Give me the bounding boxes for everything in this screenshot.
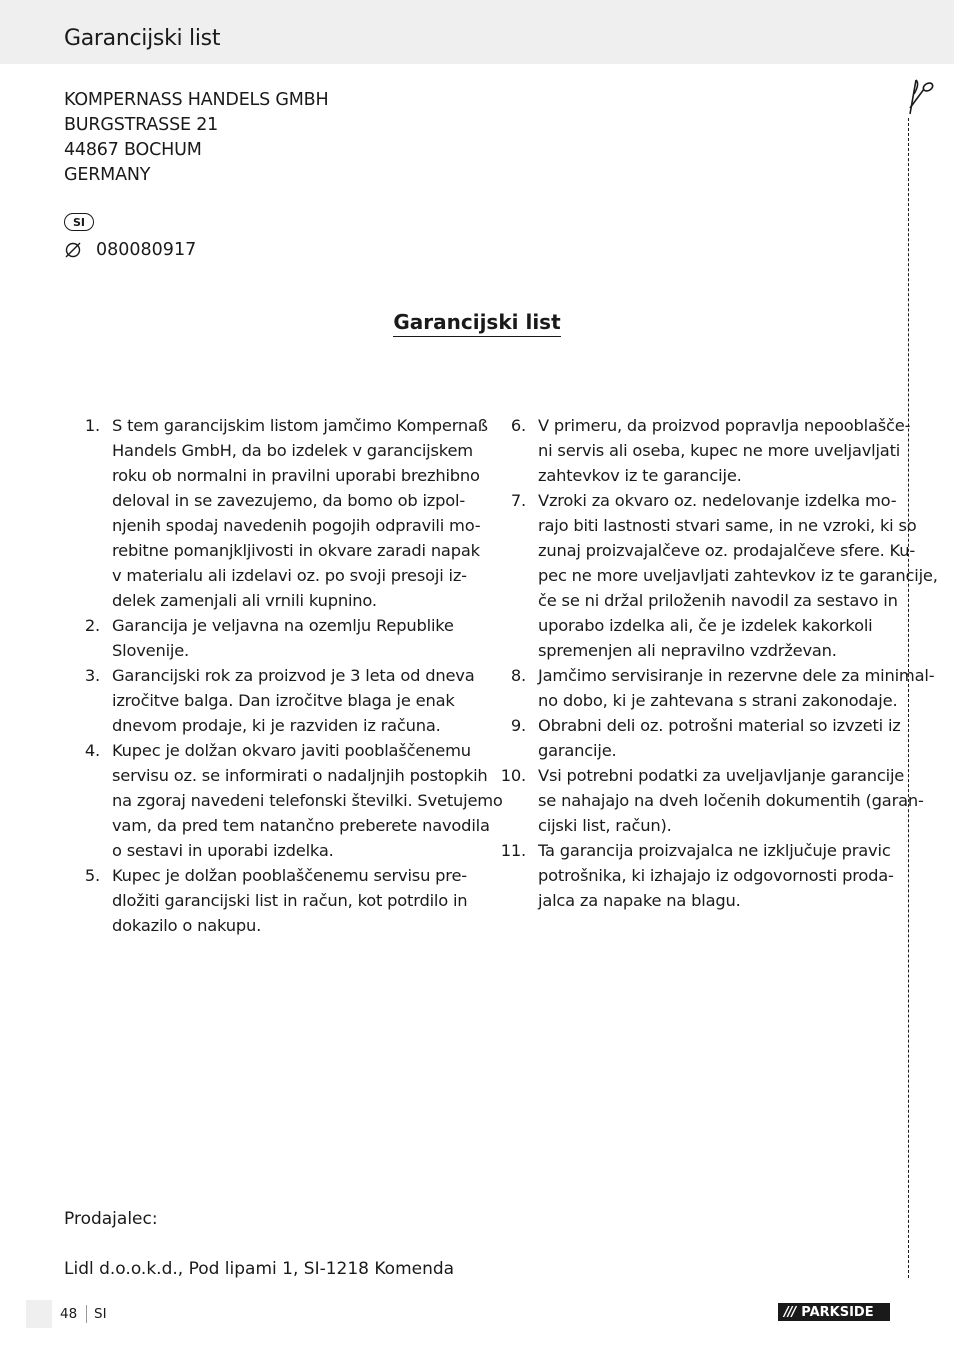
list-item-number: 8.	[510, 666, 526, 685]
list-item-text	[538, 763, 924, 838]
list-item-line: Vsi potrebni podatki za uveljavljanje garancije	[538, 766, 905, 785]
list-item-line: potrošnika, ki izhajajo iz odgovornosti proda-	[538, 866, 894, 885]
list-item	[64, 613, 466, 663]
list-item-number: 7.	[510, 491, 526, 510]
list-item	[488, 763, 924, 838]
address-line: 44867 BOCHUM	[64, 140, 202, 160]
list-item-text	[538, 713, 901, 763]
list-item-line: Garancijski rok za proizvod je 3 leta od dneva	[112, 666, 475, 685]
list-item	[64, 413, 488, 613]
terms-left-column	[64, 413, 503, 938]
list-item-text	[112, 738, 503, 863]
list-item	[64, 738, 503, 863]
list-item-text	[112, 413, 488, 613]
list-item	[488, 413, 911, 488]
country-badge: SI	[64, 213, 94, 231]
manufacturer-address	[64, 88, 328, 188]
list-item-line: Ta garancija proizvajalca ne izključuje pravic	[538, 841, 891, 860]
list-item-line: dnevom prodaje, ki je razviden iz računa.	[112, 716, 441, 735]
list-item-line: zunaj proizvajalčeve oz. prodajalčeve sfere. Ku-	[538, 541, 916, 560]
list-item-line: rajo biti lastnosti stvari same, in ne vzroki, ki so	[538, 516, 917, 535]
list-item-line: Obrabni deli oz. potrošni material so izvzeti iz	[538, 716, 901, 735]
list-item-text	[538, 488, 938, 663]
list-item-line: ni servis ali oseba, kupec ne more uveljavljati	[538, 441, 901, 460]
address-line: BURGSTRASSE 21	[64, 115, 219, 135]
document-title-text: Garancijski list	[393, 310, 560, 337]
list-item-line: dokazilo o nakupu.	[112, 916, 262, 935]
list-item	[488, 488, 938, 663]
list-item-line: deloval in se zavezujemo, da bomo ob izpol-	[112, 491, 466, 510]
seller-address: Lidl d.o.o.k.d., Pod lipami 1, SI-1218 Komenda	[64, 1259, 455, 1279]
list-item-number: 10.	[500, 766, 526, 785]
seller-label: Prodajalec:	[64, 1209, 158, 1229]
list-item-line: S tem garancijskim listom jamčimo Kompernaß	[112, 416, 488, 435]
list-item-line: vam, da pred tem natančno preberete navodila	[112, 816, 490, 835]
list-item-number: 9.	[510, 716, 526, 735]
phone-row	[64, 238, 196, 262]
list-item-line: Slovenije.	[112, 641, 190, 660]
list-item-line: če se ni držal priloženih navodil za sestavo in	[538, 591, 898, 610]
list-item-line: Kupec je dolžan pooblaščenemu servisu pre-	[112, 866, 467, 885]
list-item-text	[112, 613, 466, 663]
list-item-line: pec ne more uveljavljati zahtevkov iz te garancije,	[538, 566, 938, 585]
footer-tab	[26, 1300, 52, 1328]
list-item-text	[538, 838, 894, 913]
address-line: KOMPERNASS HANDELS GMBH	[64, 90, 329, 110]
logo-text: PARKSIDE	[801, 1304, 874, 1320]
list-item	[488, 838, 892, 913]
list-item-line: Vzroki za okvaro oz. nedelovanje izdelka mo-	[538, 491, 897, 510]
list-item-line: Jamčimo servisiranje in rezervne dele za minimal-	[538, 666, 935, 685]
page-language: SI	[94, 1306, 107, 1322]
list-item-line: cijski list, račun).	[538, 816, 672, 835]
list-item-line: dložiti garancijski list in račun, kot potrdilo in	[112, 891, 468, 910]
phone-symbol-icon	[64, 241, 82, 259]
list-item-line: rebitne pomanjkljivosti in okvare zaradi napak	[112, 541, 480, 560]
list-item-line: na zgoraj navedeni telefonski številki. Svetujemo	[112, 791, 503, 810]
list-item-text	[112, 663, 474, 738]
list-item-number: 5.	[84, 866, 100, 885]
list-item-text	[538, 413, 910, 488]
list-item-line: delek zamenjali ali vrnili kupnino.	[112, 591, 377, 610]
list-item-line: garancije.	[538, 741, 617, 760]
list-item-line: spremenjen ali nepravilno vzdrževan.	[538, 641, 837, 660]
list-item-line: v materialu ali izdelavi oz. po svoji presoji iz-	[112, 566, 467, 585]
list-item-line: jalca za napake na blagu.	[538, 891, 741, 910]
page-number: 48	[60, 1306, 78, 1322]
list-item-line: njenih spodaj navedenih pogojih odpravili mo-	[112, 516, 481, 535]
list-item-line: Kupec je dolžan okvaro javiti pooblaščenemu	[112, 741, 471, 760]
list-item-line: roku ob normalni in pravilni uporabi brezhibno	[112, 466, 480, 485]
list-item-line: se nahajajo na dveh ločenih dokumentih (garan-	[538, 791, 924, 810]
list-item-line: Garancija je veljavna na ozemlju Republike	[112, 616, 454, 635]
list-item-number: 2.	[84, 616, 100, 635]
address-line: GERMANY	[64, 165, 151, 185]
parkside-logo	[778, 1303, 890, 1321]
list-item-number: 4.	[84, 741, 100, 760]
list-item	[64, 663, 475, 738]
list-item	[488, 663, 935, 713]
list-item	[64, 863, 466, 938]
page-header-title: Garancijski list	[64, 26, 221, 51]
list-item-line: o sestavi in uporabi izdelka.	[112, 841, 334, 860]
list-item-line: V primeru, da proizvod popravlja nepooblašče-	[538, 416, 911, 435]
list-item-line: Handels GmbH, da bo izdelek v garancijskem	[112, 441, 473, 460]
list-item-number: 3.	[84, 666, 100, 685]
list-item-line: zahtevkov iz te garancije.	[538, 466, 742, 485]
list-item-text	[112, 863, 467, 938]
footer-divider	[86, 1305, 87, 1323]
list-item-number: 11.	[500, 841, 526, 860]
list-item-line: izročitve balga. Dan izročitve blaga je enak	[112, 691, 455, 710]
list-item-number: 1.	[84, 416, 100, 435]
list-item-number: 6.	[510, 416, 526, 435]
cut-line	[908, 118, 909, 1278]
list-item-line: servisu oz. se informirati o nadaljnjih postopkih	[112, 766, 488, 785]
list-item	[488, 713, 901, 763]
logo-stripes-icon: ///	[784, 1304, 796, 1320]
terms-right-column	[488, 413, 938, 913]
list-item-text	[538, 663, 934, 713]
list-item-line: no dobo, ki je zahtevana s strani zakonodaje.	[538, 691, 898, 710]
phone-number: 080080917	[96, 240, 197, 260]
document-title	[0, 310, 954, 334]
scissors-icon	[902, 78, 936, 118]
list-item-line: uporabo izdelka ali, če je izdelek kakorkoli	[538, 616, 873, 635]
